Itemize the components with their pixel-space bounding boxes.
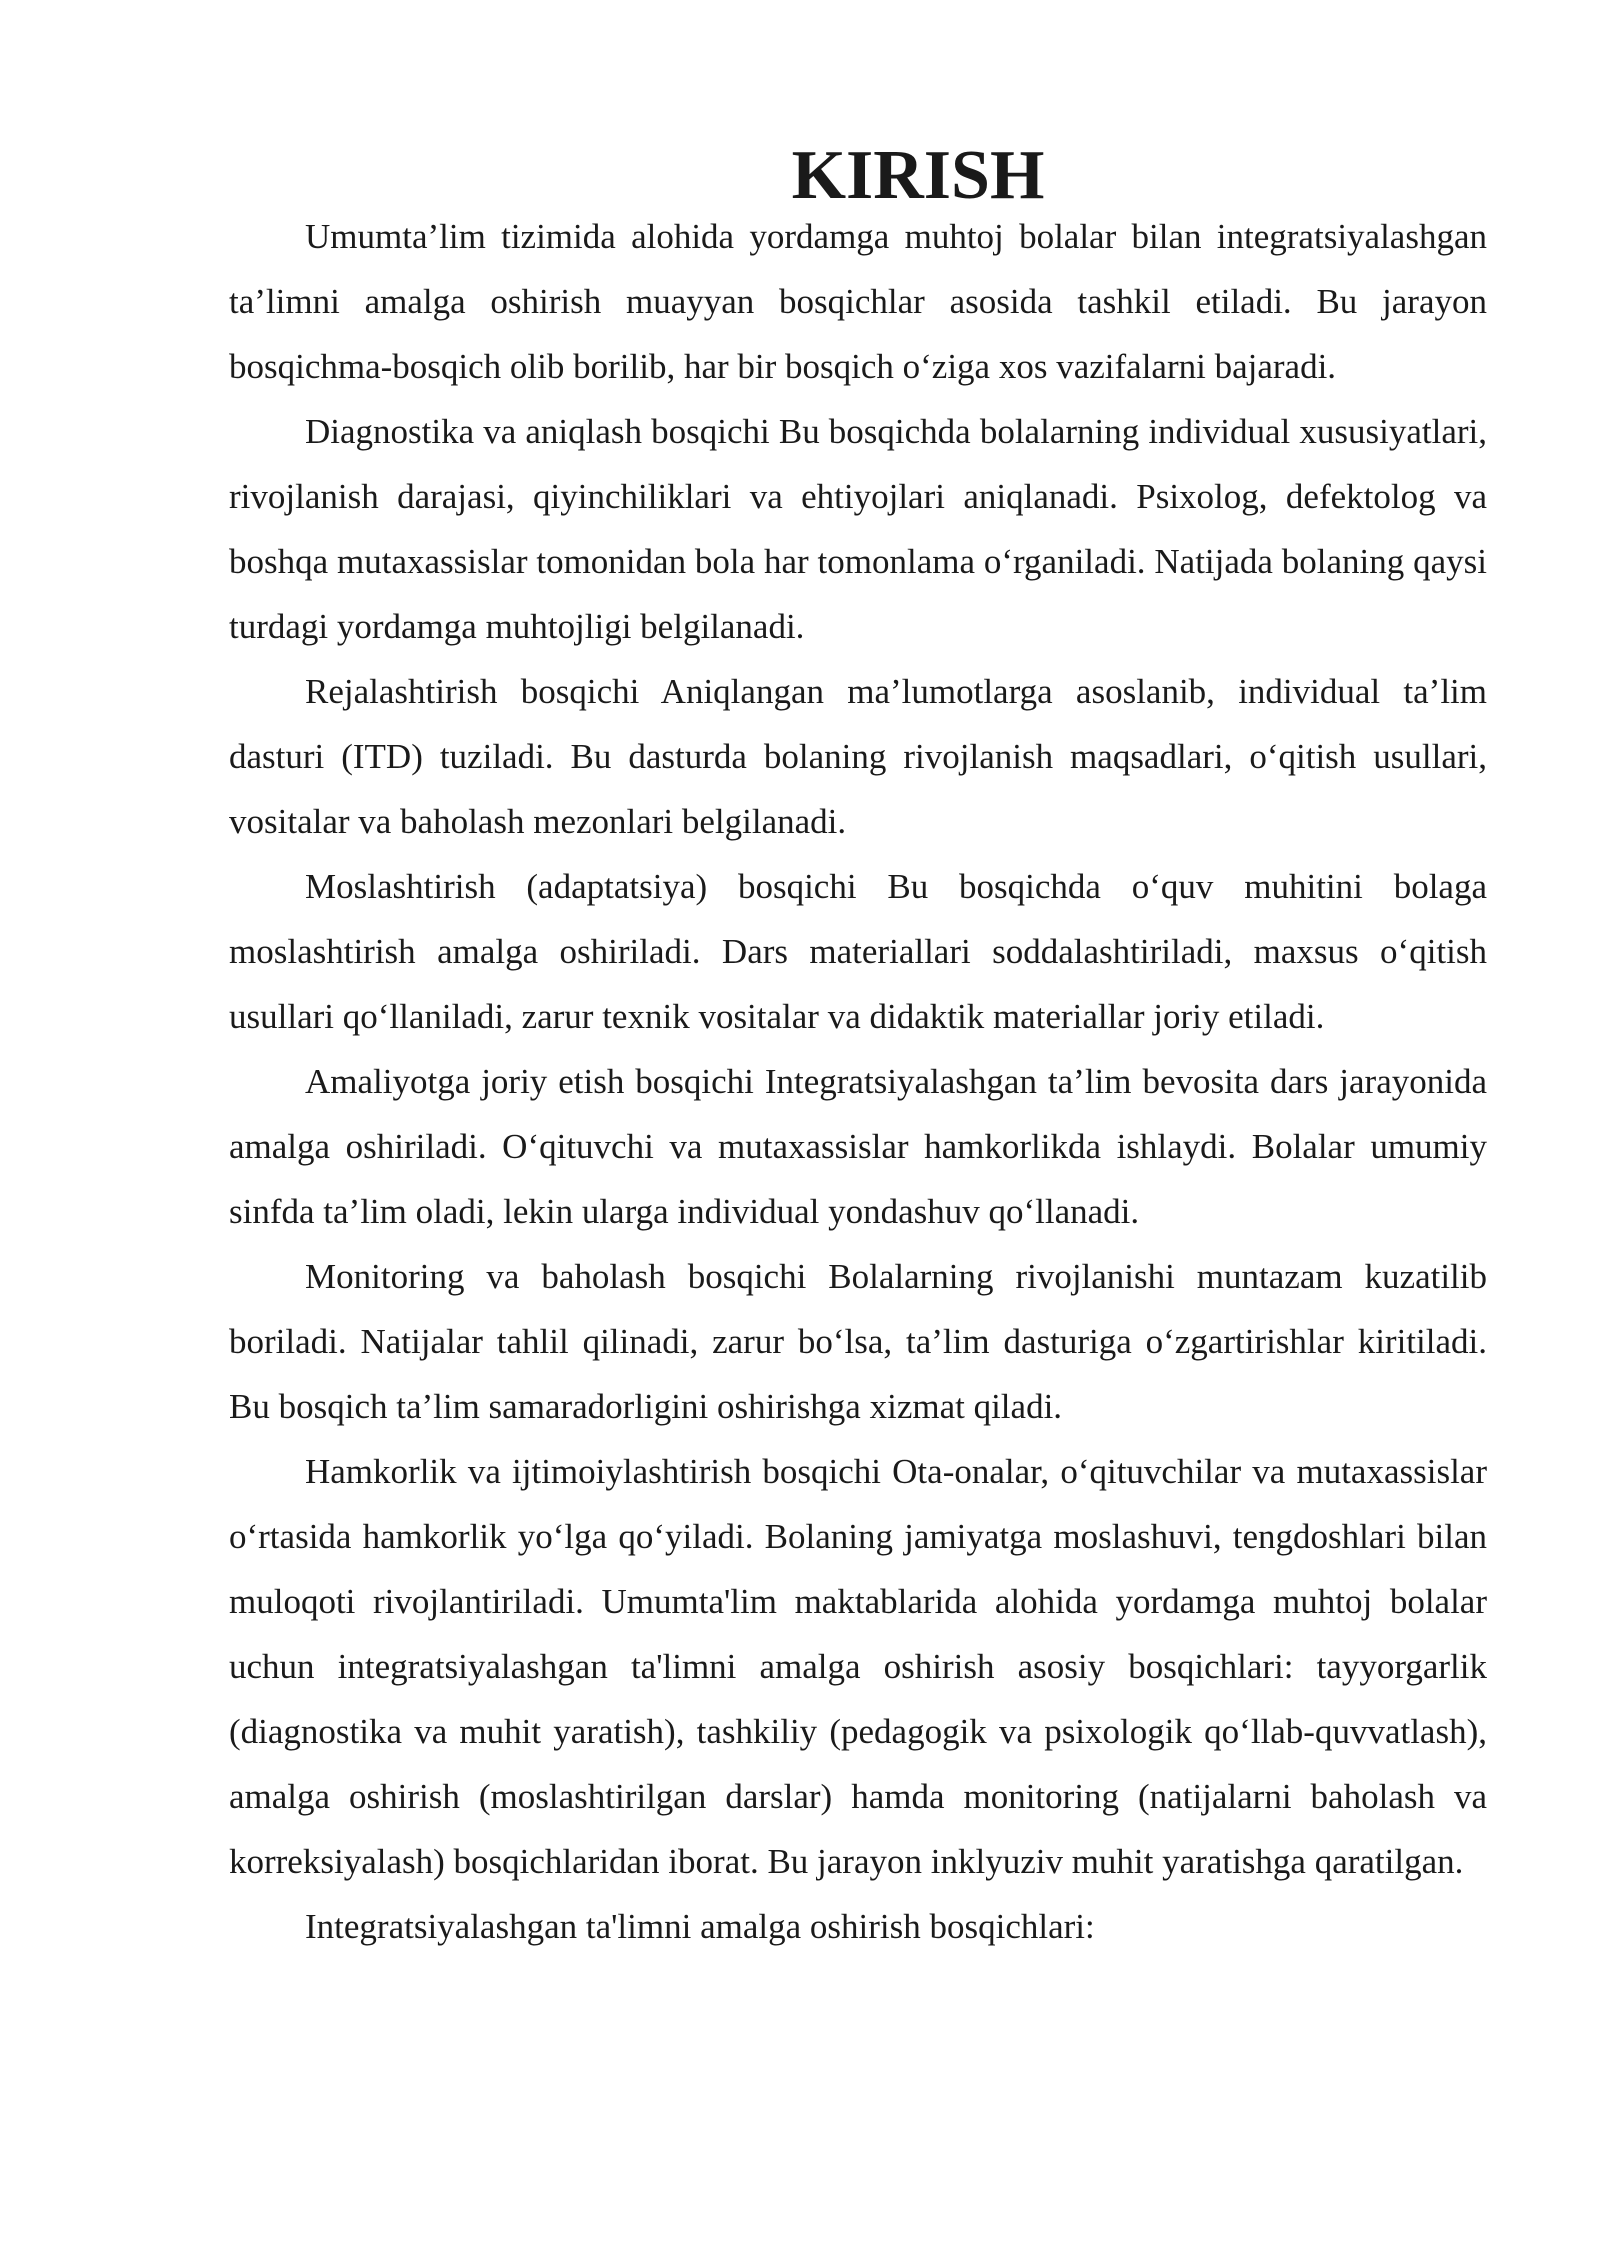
document-page <box>229 137 1487 1959</box>
paragraph-monitoring: Monitoring va baholash bosqichi Bolalarning rivojlanishi muntazam kuzatilib boriladi. Natijalar tahlil qilinadi, zarur bo‘lsa, ta’lim dasturiga o‘zgartirishlar kiritiladi. Bu bosqich ta’lim samaradorligini oshirishga xizmat qiladi. <box>229 1257 1487 1426</box>
paragraph-rejalashtirish: Rejalashtirish bosqichi Aniqlangan ma’lumotlarga asoslanib, individual ta’lim dasturi (ITD) tuziladi. Bu dasturda bolaning rivojlanish maqsadlari, o‘qitish usullari, vositalar va baholash mezonlari belgilanadi. <box>229 672 1487 841</box>
paragraph-diagnostika: Diagnostika va aniqlash bosqichi Bu bosqichda bolalarning individual xususiyatlari, rivojlanish darajasi, qiyinchiliklari va ehtiyojlari aniqlanadi. Psixolog, defektolog va boshqa mutaxassislar tomonidan bola har tomonlama o‘rganiladi. Natijada bolaning qaysi turdagi yordamga muhtojligi belgilanadi. <box>229 412 1487 646</box>
page-title: KIRISH <box>791 137 1045 214</box>
paragraph-amaliyot: Amaliyotga joriy etish bosqichi Integratsiyalashgan ta’lim bevosita dars jarayonida amalga oshiriladi. O‘qituvchi va mutaxassislar hamkorlikda ishlaydi. Bolalar umumiy sinfda ta’lim oladi, lekin ularga individual yondashuv qo‘llanadi. <box>229 1062 1487 1231</box>
paragraph-moslashtirish: Moslashtirish (adaptatsiya) bosqichi Bu bosqichda o‘quv muhitini bolaga moslashtirish amalga oshiriladi. Dars materiallari soddalashtiriladi, maxsus o‘qitish usullari qo‘llaniladi, zarur texnik vositalar va didaktik materiallar joriy etiladi. <box>229 867 1487 1036</box>
paragraph-intro: Umumta’lim tizimida alohida yordamga muhtoj bolalar bilan integratsiyalashgan ta’limni amalga oshirish muayyan bosqichlar asosida tashkil etiladi. Bu jarayon bosqichma-bosqich olib borilib, har bir bosqich o‘ziga xos vazifalarni bajaradi. <box>229 217 1487 386</box>
paragraph-hamkorlik: Hamkorlik va ijtimoiylashtirish bosqichi Ota-onalar, o‘qituvchilar va mutaxassislar o‘rtasida hamkorlik yo‘lga qo‘yiladi. Bolaning jamiyatga moslashuvi, tengdoshlari bilan muloqoti rivojlantiriladi. Umumta'lim maktablarida alohida yordamga muhtoj bolalar uchun integratsiyalashgan ta'limni amalga oshirish asosiy bosqichlari: tayyorgarlik (diagnostika va muhit yaratish), tashkiliy (pedagogik va psixologik qo‘llab-quvvatlash), amalga oshirish (moslashtirilgan darslar) hamda monitoring (natijalarni baholash va korreksiyalash) bosqichlaridan iborat. Bu jarayon inklyuziv muhit yaratishga qaratilgan. <box>229 1452 1487 1881</box>
paragraph-bosqichlar: Integratsiyalashgan ta'limni amalga oshirish bosqichlari: <box>305 1907 1095 1946</box>
